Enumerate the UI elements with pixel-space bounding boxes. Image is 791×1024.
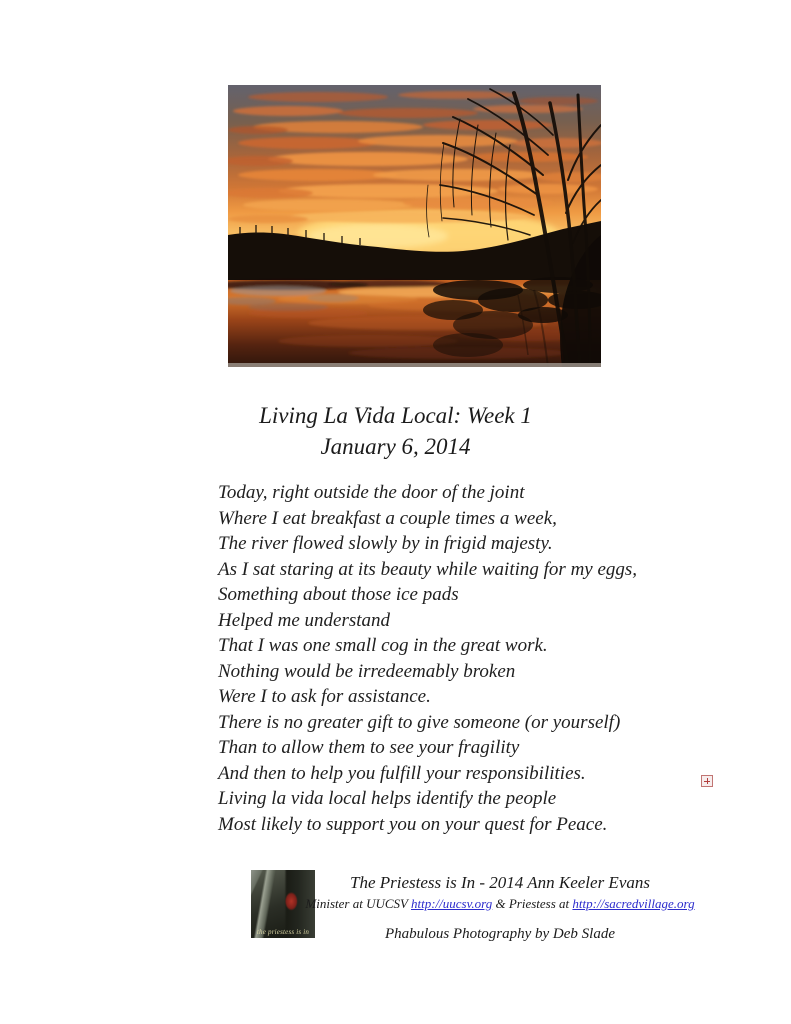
sacredvillage-link[interactable]: http://sacredvillage.org [572,896,695,911]
credit-middle: & Priestess at [492,896,573,911]
poem-line: The river flowed slowly by in frigid majesty. [218,533,553,554]
credit-prefix: Minister at UUCSV [305,896,411,911]
byline: The Priestess is In - 2014 Ann Keeler Evans [350,873,650,892]
poem-line: As I sat staring at its beauty while waiting for my eggs, [218,558,638,580]
photography-credit: Phabulous Photography by Deb Slade [385,926,615,942]
poem-line: Helped me understand [218,609,391,631]
title-date: January 6, 2014 [320,434,471,459]
poem-line: Most likely to support you on your quest for Peace. [218,813,608,835]
poem-line: Were I to ask for assistance. [218,686,431,707]
poem-line: That I was one small cog in the great work. [218,635,548,656]
title-block [0,400,791,462]
thumbnail-caption: the priestess is in [256,928,310,936]
poem-line: Than to allow them to see your fragility [218,737,520,758]
poem-line: There is no greater gift to give someone (or yourself) [218,711,621,733]
footer [290,872,710,944]
credit-line [290,895,710,912]
poem-line: Living la vida local helps identify the people [218,788,557,809]
poem-line: Something about those ice pads [218,584,459,605]
page-title: Living La Vida Local: Week 1 [259,403,532,428]
poem-line: Nothing would be irredeemably broken [218,660,516,682]
sunset-photo-art [228,85,601,367]
sunset-photo [228,85,601,367]
uucsv-link[interactable]: http://uucsv.org [411,896,493,911]
poem [218,480,688,837]
poem-line: Today, right outside the door of the joint [218,482,525,503]
poem-line: And then to help you fulfill your responsibilities. [218,762,586,784]
broken-image-icon [701,775,713,787]
poem-line: Where I eat breakfast a couple times a week, [218,507,557,529]
